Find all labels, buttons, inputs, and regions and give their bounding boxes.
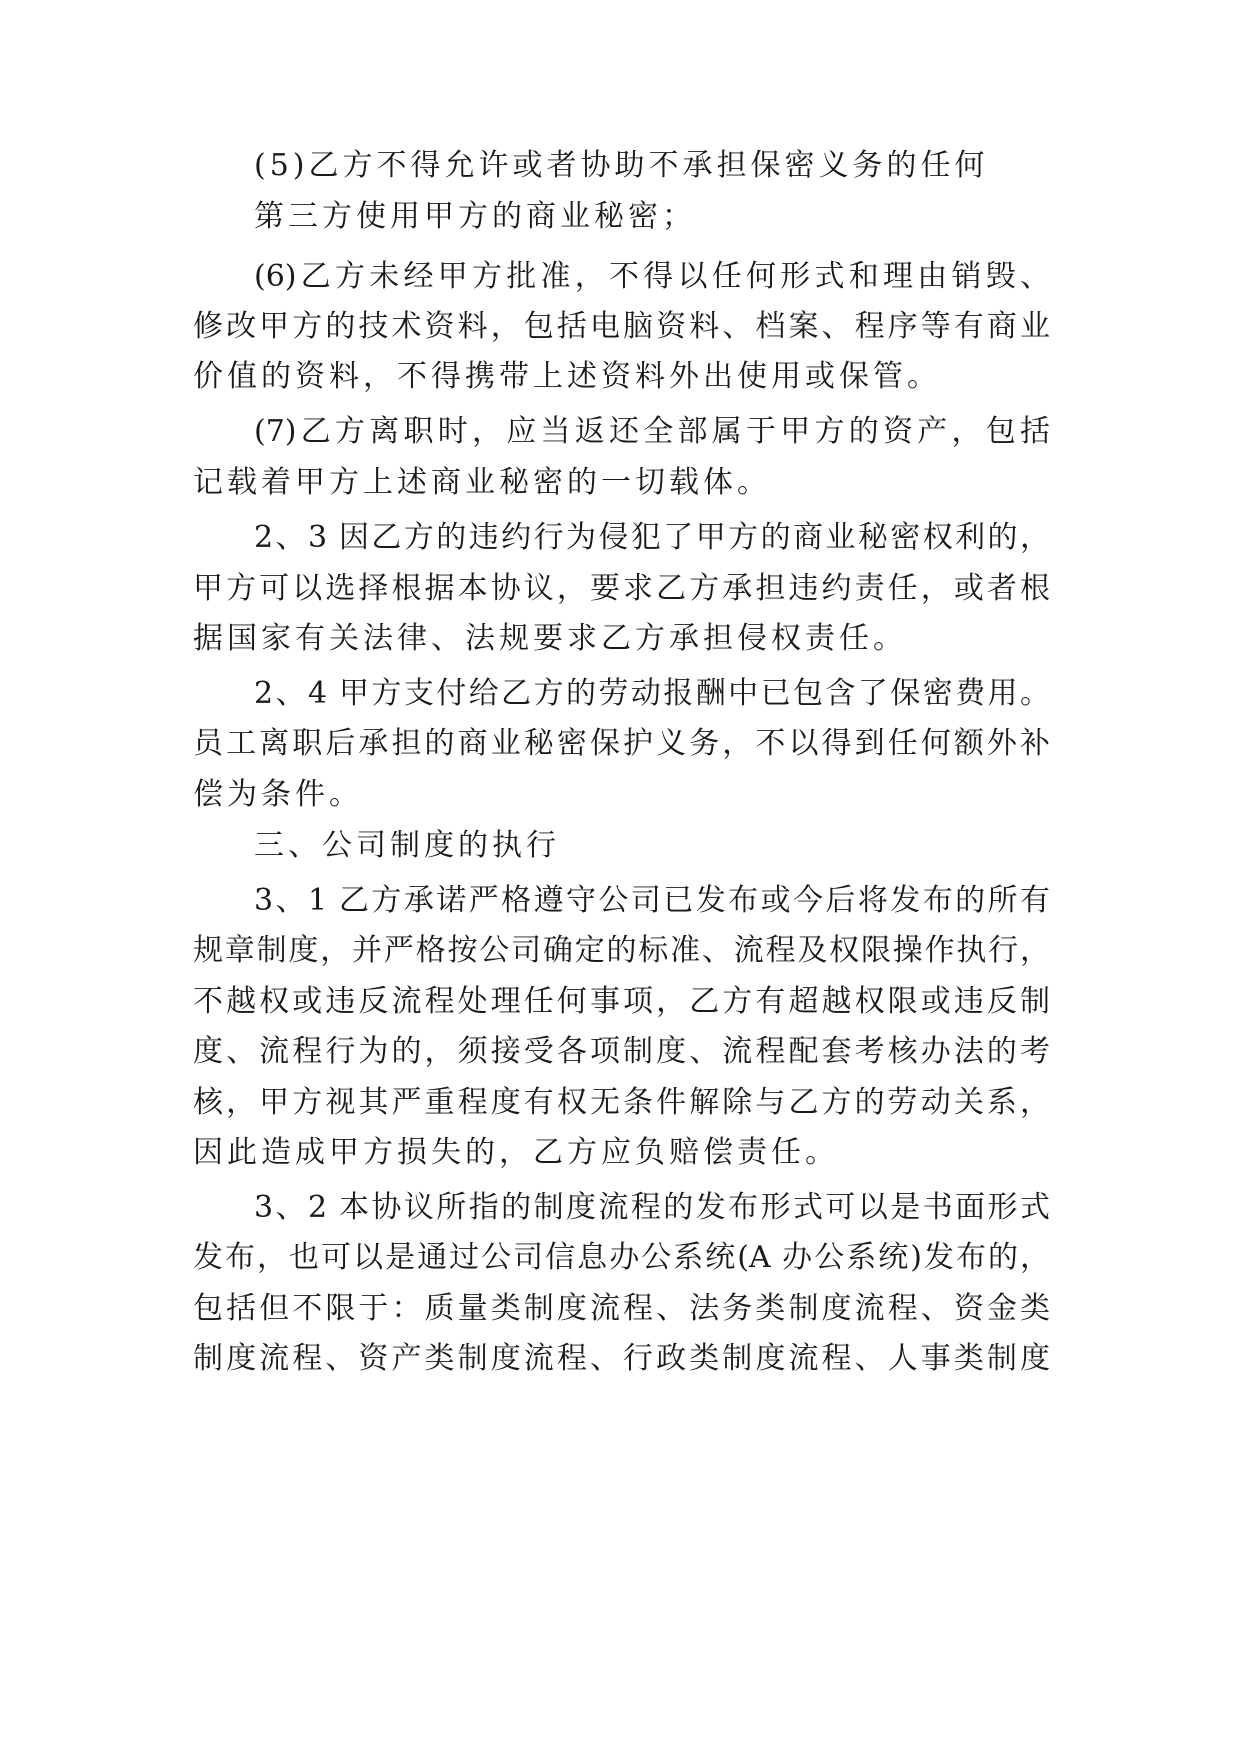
text-line: (7)乙方离职时，应当返还全部属于甲方的资产，包括	[254, 414, 1050, 449]
text-line: 甲方可以选择根据本协议，要求乙方承担违约责任，或者根	[193, 571, 1050, 606]
text-line: 核，甲方视其严重程度有权无条件解除与乙方的劳动关系，	[193, 1085, 1050, 1120]
text-line: 3、1 乙方承诺严格遵守公司已发布或今后将发布的所有	[254, 883, 1050, 918]
text-line: 包括但不限于：质量类制度流程、法务类制度流程、资金类	[193, 1291, 1050, 1326]
text-line: 价值的资料，不得携带上述资料外出使用或保管。	[193, 359, 941, 394]
text-line: 不越权或违反流程处理任何事项，乙方有超越权限或违反制	[193, 984, 1050, 1019]
text-line: 3、2 本协议所指的制度流程的发布形式可以是书面形式	[254, 1190, 1050, 1225]
text-line: 制度流程、资产类制度流程、行政类制度流程、人事类制度	[193, 1341, 1050, 1376]
text-line: 第三方使用甲方的商业秘密；	[254, 199, 696, 234]
text-line: 2、3 因乙方的违约行为侵犯了甲方的商业秘密权利的，	[254, 520, 1050, 555]
text-line: 度、流程行为的，须接受各项制度、流程配套考核办法的考	[193, 1034, 1050, 1069]
text-line: 规章制度，并严格按公司确定的标准、流程及权限操作执行，	[193, 933, 1050, 968]
text-line: 据国家有关法律、法规要求乙方承担侵权责任。	[193, 621, 907, 656]
text-line: 员工离职后承担的商业秘密保护义务，不以得到任何额外补	[193, 726, 1050, 761]
text-line: 发布，也可以是通过公司信息办公系统(A 办公系统)发布的，	[193, 1240, 1050, 1275]
section-heading: 三、公司制度的执行	[254, 828, 560, 863]
text-line: (6)乙方未经甲方批准，不得以任何形式和理由销毁、	[254, 259, 1050, 294]
text-line: (5)乙方不得允许或者协助不承担保密义务的任何	[254, 148, 989, 183]
text-line: 修改甲方的技术资料，包括电脑资料、档案、程序等有商业	[193, 309, 1050, 344]
text-line: 记载着甲方上述商业秘密的一切载体。	[193, 465, 771, 500]
text-line: 2、4 甲方支付给乙方的劳动报酬中已包含了保密费用。	[254, 676, 1050, 711]
text-line: 因此造成甲方损失的，乙方应负赔偿责任。	[193, 1135, 839, 1170]
text-line: 偿为条件。	[193, 777, 363, 812]
